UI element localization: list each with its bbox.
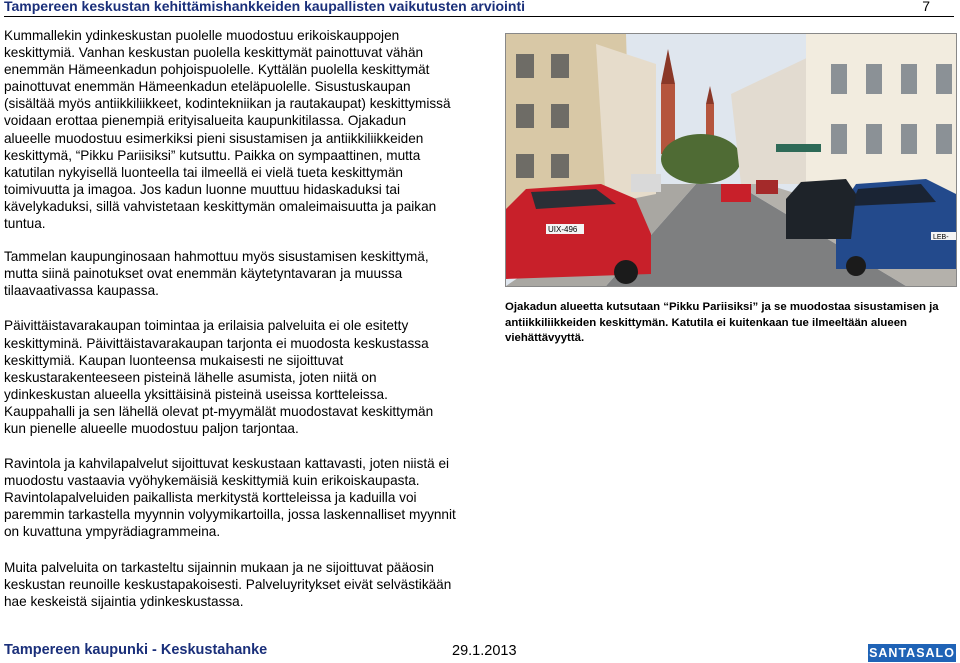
body-text <box>4 27 456 628</box>
paragraph-5: Muita palveluita on tarkasteltu sijainnin mukaan ja ne sijoittuvat pääosin keskustan reunoille keskustapakoisesti. Palveluyritykset eivät selvästikään hae keskeistä sijaintia ydinkeskustassa. <box>4 559 452 609</box>
paragraph-4: Ravintola ja kahvilapalvelut sijoittuvat keskustaan kattavasti, joten niistä ei muodostu vastaavia vyöhykemäisiä keskittymiä kuin erikoiskaupasta. Ravintolapalveluiden paikallista merkitystä kortteleissa ja kaduilla voi paremmin tarkastella myynnin volyymikartoilla, jossa laskennalliset myynnit on kuvattuna ympyrädiagrammeina. <box>4 456 456 540</box>
paragraph-2: Tammelan kaupunginosaan hahmottuu myös sisustamisen keskittymä, mutta siinä painotukset ovat enemmän käytetyntavaran ja muussa tilaavaativassa kaupassa. <box>4 249 429 299</box>
page-number: 7 <box>922 0 930 14</box>
street-photo <box>505 33 957 287</box>
street-photo-illustration <box>506 34 956 286</box>
paragraph-3: Päivittäistavarakaupan toimintaa ja erilaisia palveluita ei ole esitetty keskittyminä. Päivittäistavarakaupan tarjonta ei muodosta keskustassa keskittymiä. Kaupan luonteensa mukaisesti ne sijoittuvat keskustarakenteeseen pisteinä lähelle asumista, joten niitä on ydinkeskustan alueella yksittäisinä pisteinä useissa kortteleissa. Kauppahalli ja sen lähellä olevat pt-myymälät muodostavat keskittymän kun pienelle alueelle muodostuu paljon tarjontaa. <box>4 318 434 436</box>
footer-date: 29.1.2013 <box>452 643 517 659</box>
license-plate: UIX-496 <box>548 225 578 234</box>
photo-caption: Ojakadun alueetta kutsutaan “Pikku Pariisiksi” ja se muodostaa sisustamisen ja antiikkiliikkeiden keskittymän. Katutila ei kuitenkaan tue ilmeeltään alueen viehättävyyttä. <box>505 301 939 344</box>
footer-project: Tampereen kaupunki - Keskustahanke <box>4 642 268 658</box>
license-plate-2: LEB- <box>933 234 949 241</box>
page-header <box>4 0 954 17</box>
document-title: Tampereen keskustan kehittämishankkeiden kaupallisten vaikutusten arviointi <box>4 0 526 14</box>
santasalo-logo: SANTASALO <box>869 646 955 660</box>
paragraph-1: Kummallekin ydinkeskustan puolelle muodostuu erikoiskauppojen keskittymiä. Vanhan keskustan puolella keskittymät painottuvat vähän enemmän Hämeenkadun pohjoispuolelle. Kyttälän puolella keskittymät painottuvat enemmän Hämeenkadun eteläpuolelle. Sisustuskaupan (sisältää myös antiikkiliikkeet, kodintekniikan ja rautakaupat) keskittymissä voidaan erottaa pienempiä erityisalueita kaupunkitilassa. Ojakadun alueelle muodostuu esimerkiksi pieni sisustamisen ja antiikkiliikkeiden keskittymä, “Pikku Pariisiksi” kutsuttu. Paikka on sympaattinen, mutta katutilan nykyisellä luonteella tai ilmeellä ei vielä tueta keskittymän toimivuutta ja imagoa. Jos kadun luonne muuttuu hidaskaduksi tai kävelykaduksi, sillä vahvistetaan keskittymän omaleimaisuutta ja paikan tuntua. <box>4 28 451 232</box>
